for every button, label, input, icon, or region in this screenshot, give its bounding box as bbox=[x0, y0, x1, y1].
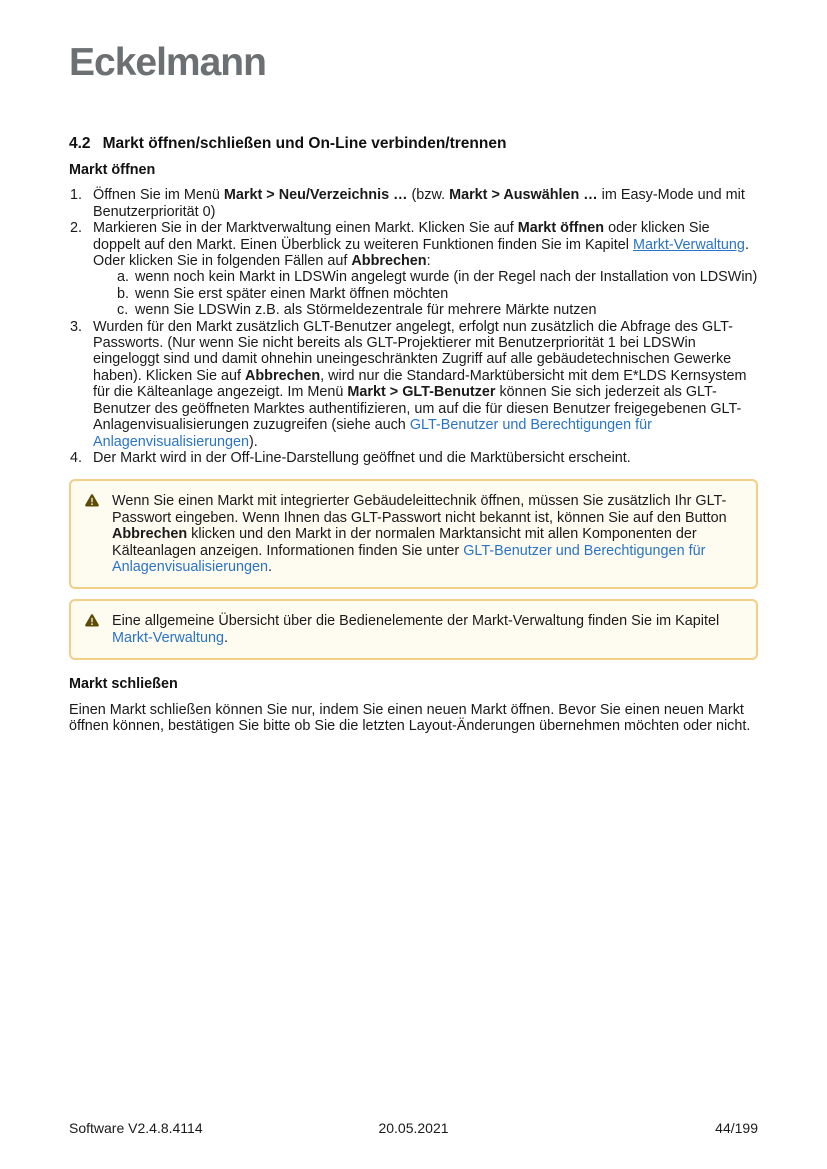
sub-list-item-b bbox=[93, 286, 758, 302]
text-segment: Abbrechen bbox=[351, 253, 427, 270]
text-segment: Abbrechen bbox=[245, 367, 321, 384]
list-item-3 bbox=[69, 319, 758, 450]
section-number: 4.2 bbox=[69, 135, 91, 152]
doc-link[interactable]: Markt-Verwaltung bbox=[112, 629, 224, 646]
text-segment: Eine allgemeine Übersicht über die Bedienelemente der Markt-Verwaltung finden Sie im Kapitel bbox=[112, 613, 720, 630]
text-segment: . bbox=[268, 558, 273, 575]
sub-list-item-text: wenn noch kein Markt in LDSWin angelegt wurde (in der Regel nach der Installation von LDSWin) bbox=[135, 269, 758, 286]
doc-link[interactable]: GLT-Benutzer und Berechtigungen für Anlagenvisualisierungen bbox=[112, 542, 706, 575]
section-heading bbox=[69, 135, 758, 153]
note-text bbox=[112, 613, 738, 646]
text-segment: im Easy-Mode und mit Benutzerpriorität 0) bbox=[93, 187, 745, 220]
section-title: Markt öffnen/schließen und On-Line verbinden/trennen bbox=[102, 135, 507, 152]
list-item-text bbox=[93, 319, 758, 450]
text-segment: Öffnen Sie im Menü bbox=[93, 187, 224, 204]
text-segment: ). bbox=[249, 433, 258, 450]
doc-link[interactable]: GLT-Benutzer und Berechtigungen für Anlagenvisualisierungen bbox=[93, 417, 652, 450]
subheading-markt-oeffnen: Markt öffnen bbox=[69, 162, 156, 178]
list-marker: b. bbox=[117, 285, 130, 302]
list-item-text bbox=[93, 220, 758, 269]
sub-list-item-text: wenn Sie erst später einen Markt öffnen möchten bbox=[135, 285, 449, 302]
footer-page-number: 44/199 bbox=[715, 1120, 758, 1136]
footer-software-version: Software V2.4.8.4114 bbox=[69, 1120, 203, 1136]
sub-list-item-a bbox=[93, 269, 758, 285]
text-segment: : bbox=[426, 253, 431, 270]
sub-list bbox=[93, 269, 758, 318]
list-marker: 4. bbox=[70, 449, 83, 466]
text-segment: Oder klicken Sie in folgenden Fällen auf bbox=[93, 253, 352, 270]
text-segment: Markieren Sie in der Marktverwaltung einen Markt. Klicken Sie auf bbox=[93, 220, 518, 237]
list-marker: a. bbox=[117, 269, 130, 286]
footer-date: 20.05.2021 bbox=[378, 1120, 449, 1136]
text-segment: Markt > Neu/Verzeichnis … bbox=[223, 187, 408, 204]
text-segment: . bbox=[223, 629, 228, 646]
text-segment: Markt > GLT-Benutzer bbox=[347, 384, 496, 401]
text-segment: Wurden für den Markt zusätzlich GLT-Benutzer angelegt, erfolgt nun zusätzlich die Abfrage des GLT-Passworts. (Nur wenn Sie nicht bereits als GLT-Projektierer mit Benutzerpriorität 1 bei LDSWin eingeloggt sind und damit ohnehin uneingeschränkten Zugriff auf alle gebäudetechnischen Gewerke haben). Klicken Sie auf bbox=[93, 318, 733, 384]
text-segment: , wird nur die Standard-Marktübersicht mit dem E*LDS Kernsystem für die Kälteanlage angezeigt. Im Menü bbox=[93, 367, 747, 401]
text-segment: . bbox=[744, 236, 749, 253]
warning-note-markt-verwaltung bbox=[69, 599, 758, 660]
warning-icon bbox=[85, 614, 99, 627]
text-segment: oder klicken Sie doppelt auf den Markt. Einen Überblick zu weiteren Funktionen finden Sie im Kapitel bbox=[93, 220, 710, 253]
company-logo: Eckelmann bbox=[69, 41, 266, 84]
text-segment: Markt öffnen bbox=[517, 220, 605, 237]
text-segment: Markt > Auswählen … bbox=[449, 187, 598, 204]
sub-list-item-text: wenn Sie LDSWin z.B. als Störmeldezentrale für mehrere Märkte nutzen bbox=[135, 302, 597, 319]
doc-link[interactable]: Markt-Verwaltung bbox=[632, 236, 745, 253]
list-item-text bbox=[93, 450, 758, 466]
list-marker: 3. bbox=[70, 318, 83, 335]
list-item-1 bbox=[69, 187, 758, 220]
warning-note-glt-password bbox=[69, 479, 758, 589]
close-section-paragraph: Einen Markt schließen können Sie nur, indem Sie einen neuen Markt öffnen. Bevor Sie einen neuen Markt öffnen können, bestätigen Sie bitte ob Sie die letzten Layout-Änderungen übernehmen möchten oder nicht. bbox=[69, 701, 751, 734]
list-marker: 2. bbox=[70, 220, 83, 237]
warning-icon bbox=[85, 494, 99, 507]
list-item-text bbox=[93, 187, 758, 220]
text-segment: Der Markt wird in der Off-Line-Darstellung geöffnet und die Marktübersicht erscheint. bbox=[93, 449, 631, 466]
text-segment: klicken und den Markt in der normalen Marktansicht mit allen Komponenten der Kälteanlagen anzeigen. Informationen finden Sie unter bbox=[112, 526, 697, 559]
list-marker: 1. bbox=[70, 187, 83, 204]
note-text bbox=[112, 493, 738, 575]
subheading-markt-schliessen: Markt schließen bbox=[69, 676, 178, 693]
text-segment: (bzw. bbox=[407, 187, 450, 204]
text-segment: können Sie sich jederzeit als GLT-Benutzer des geöffneten Marktes authentifizieren, um auf die für diesen Benutzer freigegebenen GLT-Anlagenvisualisierungen zuzugreifen (siehe auch bbox=[93, 384, 742, 434]
text-segment: Wenn Sie einen Markt mit integrierter Gebäudeleittechnik öffnen, müssen Sie zusätzlich Ihr GLT-Passwort eingeben. Wenn Ihnen das GLT-Passwort nicht bekannt ist, können Sie auf den Button bbox=[112, 493, 727, 526]
sub-list-item-c bbox=[93, 302, 758, 318]
list-item-2 bbox=[69, 220, 758, 318]
instruction-list bbox=[69, 187, 758, 466]
list-item-4 bbox=[69, 450, 758, 466]
text-segment: Abbrechen bbox=[112, 526, 188, 543]
list-marker: c. bbox=[117, 302, 129, 319]
